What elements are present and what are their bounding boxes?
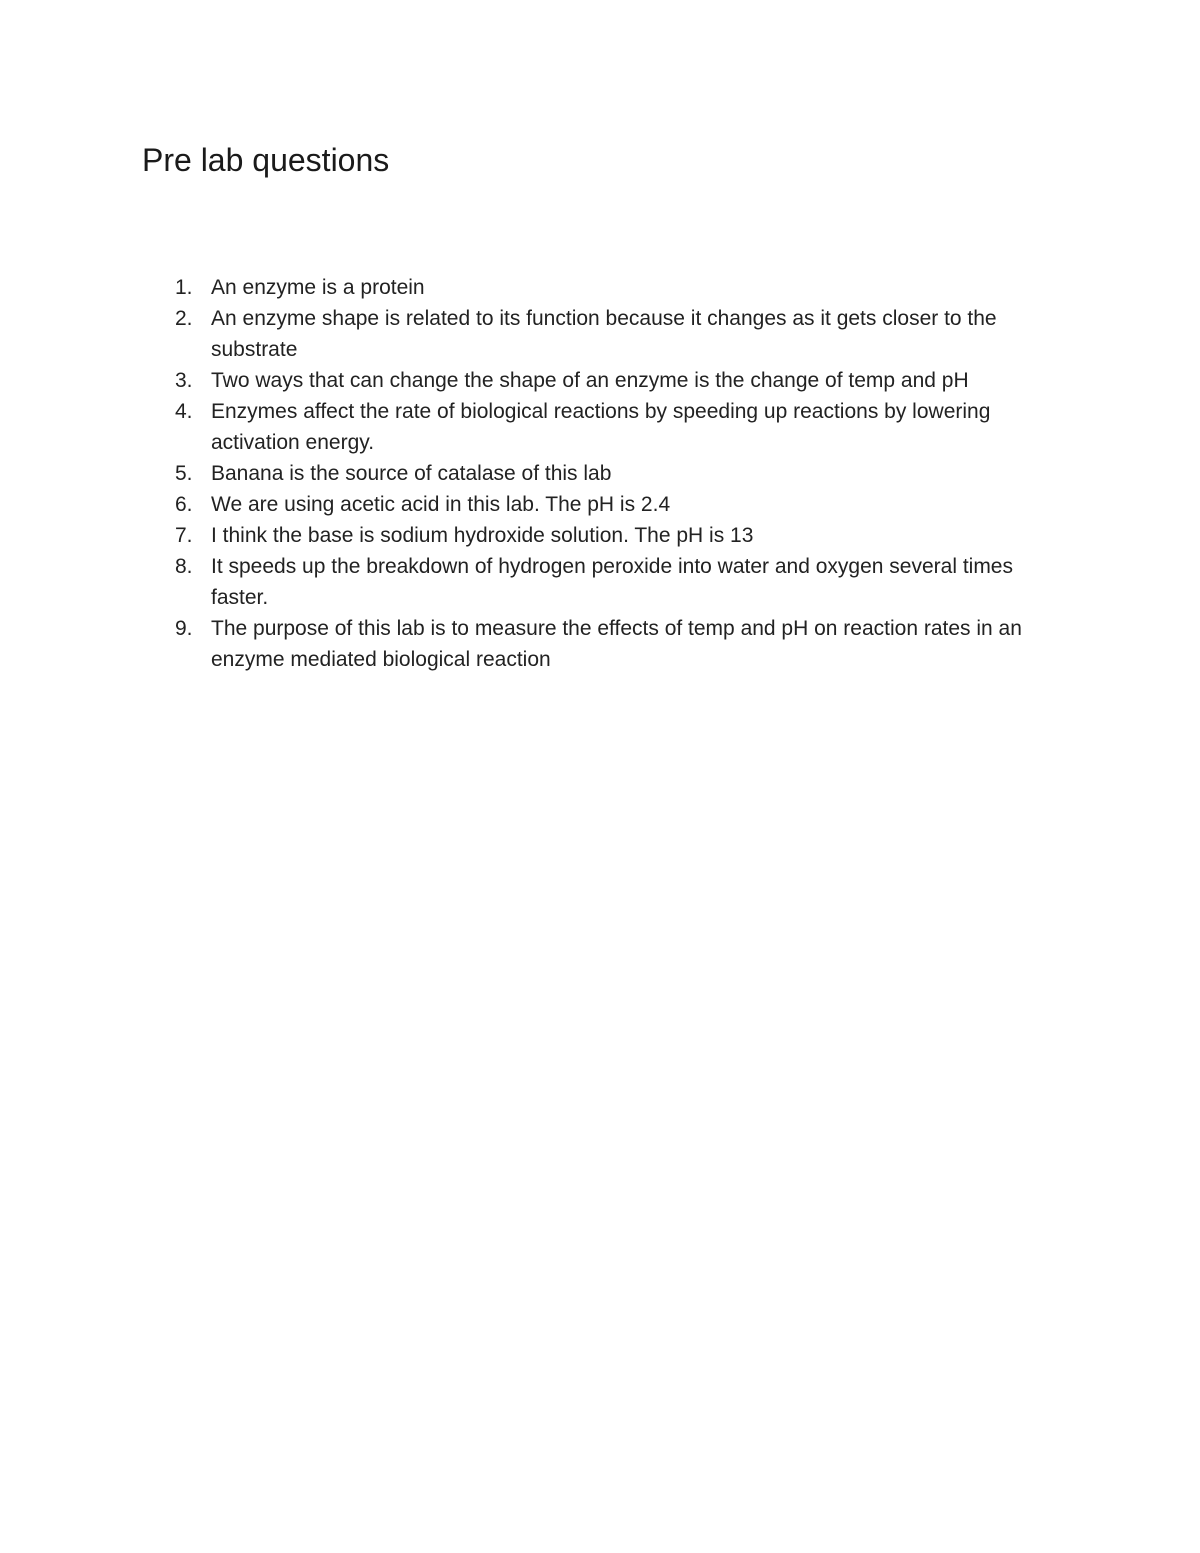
list-item-number: 9. [175,617,193,640]
page-title: Pre lab questions [142,142,390,178]
list-item-number: 3. [175,369,193,392]
list-item [168,272,1058,303]
list-item-number: 7. [175,524,193,547]
list-item [168,551,1058,613]
list-item-number: 1. [175,276,193,299]
list-item [168,489,1058,520]
list-item [168,458,1058,489]
question-list [168,272,1058,675]
list-item [168,396,1058,458]
list-item-number: 8. [175,555,193,578]
list-item [168,613,1058,675]
list-item-number: 2. [175,307,193,330]
list-item-number: 5. [175,462,193,485]
list-item-text: The purpose of this lab is to measure the effects of temp and pH on reaction rates in an enzyme mediated biological reaction [211,617,1022,671]
list-item-text: I think the base is sodium hydroxide solution. The pH is 13 [211,524,754,547]
list-item [168,365,1058,396]
list-item-number: 4. [175,400,193,423]
list-item-number: 6. [175,493,193,516]
list-item-text: It speeds up the breakdown of hydrogen peroxide into water and oxygen several times faster. [211,555,1013,609]
list-item-text: Two ways that can change the shape of an enzyme is the change of temp and pH [211,369,969,392]
list-item-text: An enzyme is a protein [211,276,425,299]
list-item-text: Banana is the source of catalase of this lab [211,462,612,485]
list-item-text: Enzymes affect the rate of biological reactions by speeding up reactions by lowering activation energy. [211,400,991,454]
list-item [168,520,1058,551]
list-item [168,303,1058,365]
list-item-text: We are using acetic acid in this lab. The pH is 2.4 [211,493,671,516]
list-item-text: An enzyme shape is related to its function because it changes as it gets closer to the substrate [211,307,997,361]
